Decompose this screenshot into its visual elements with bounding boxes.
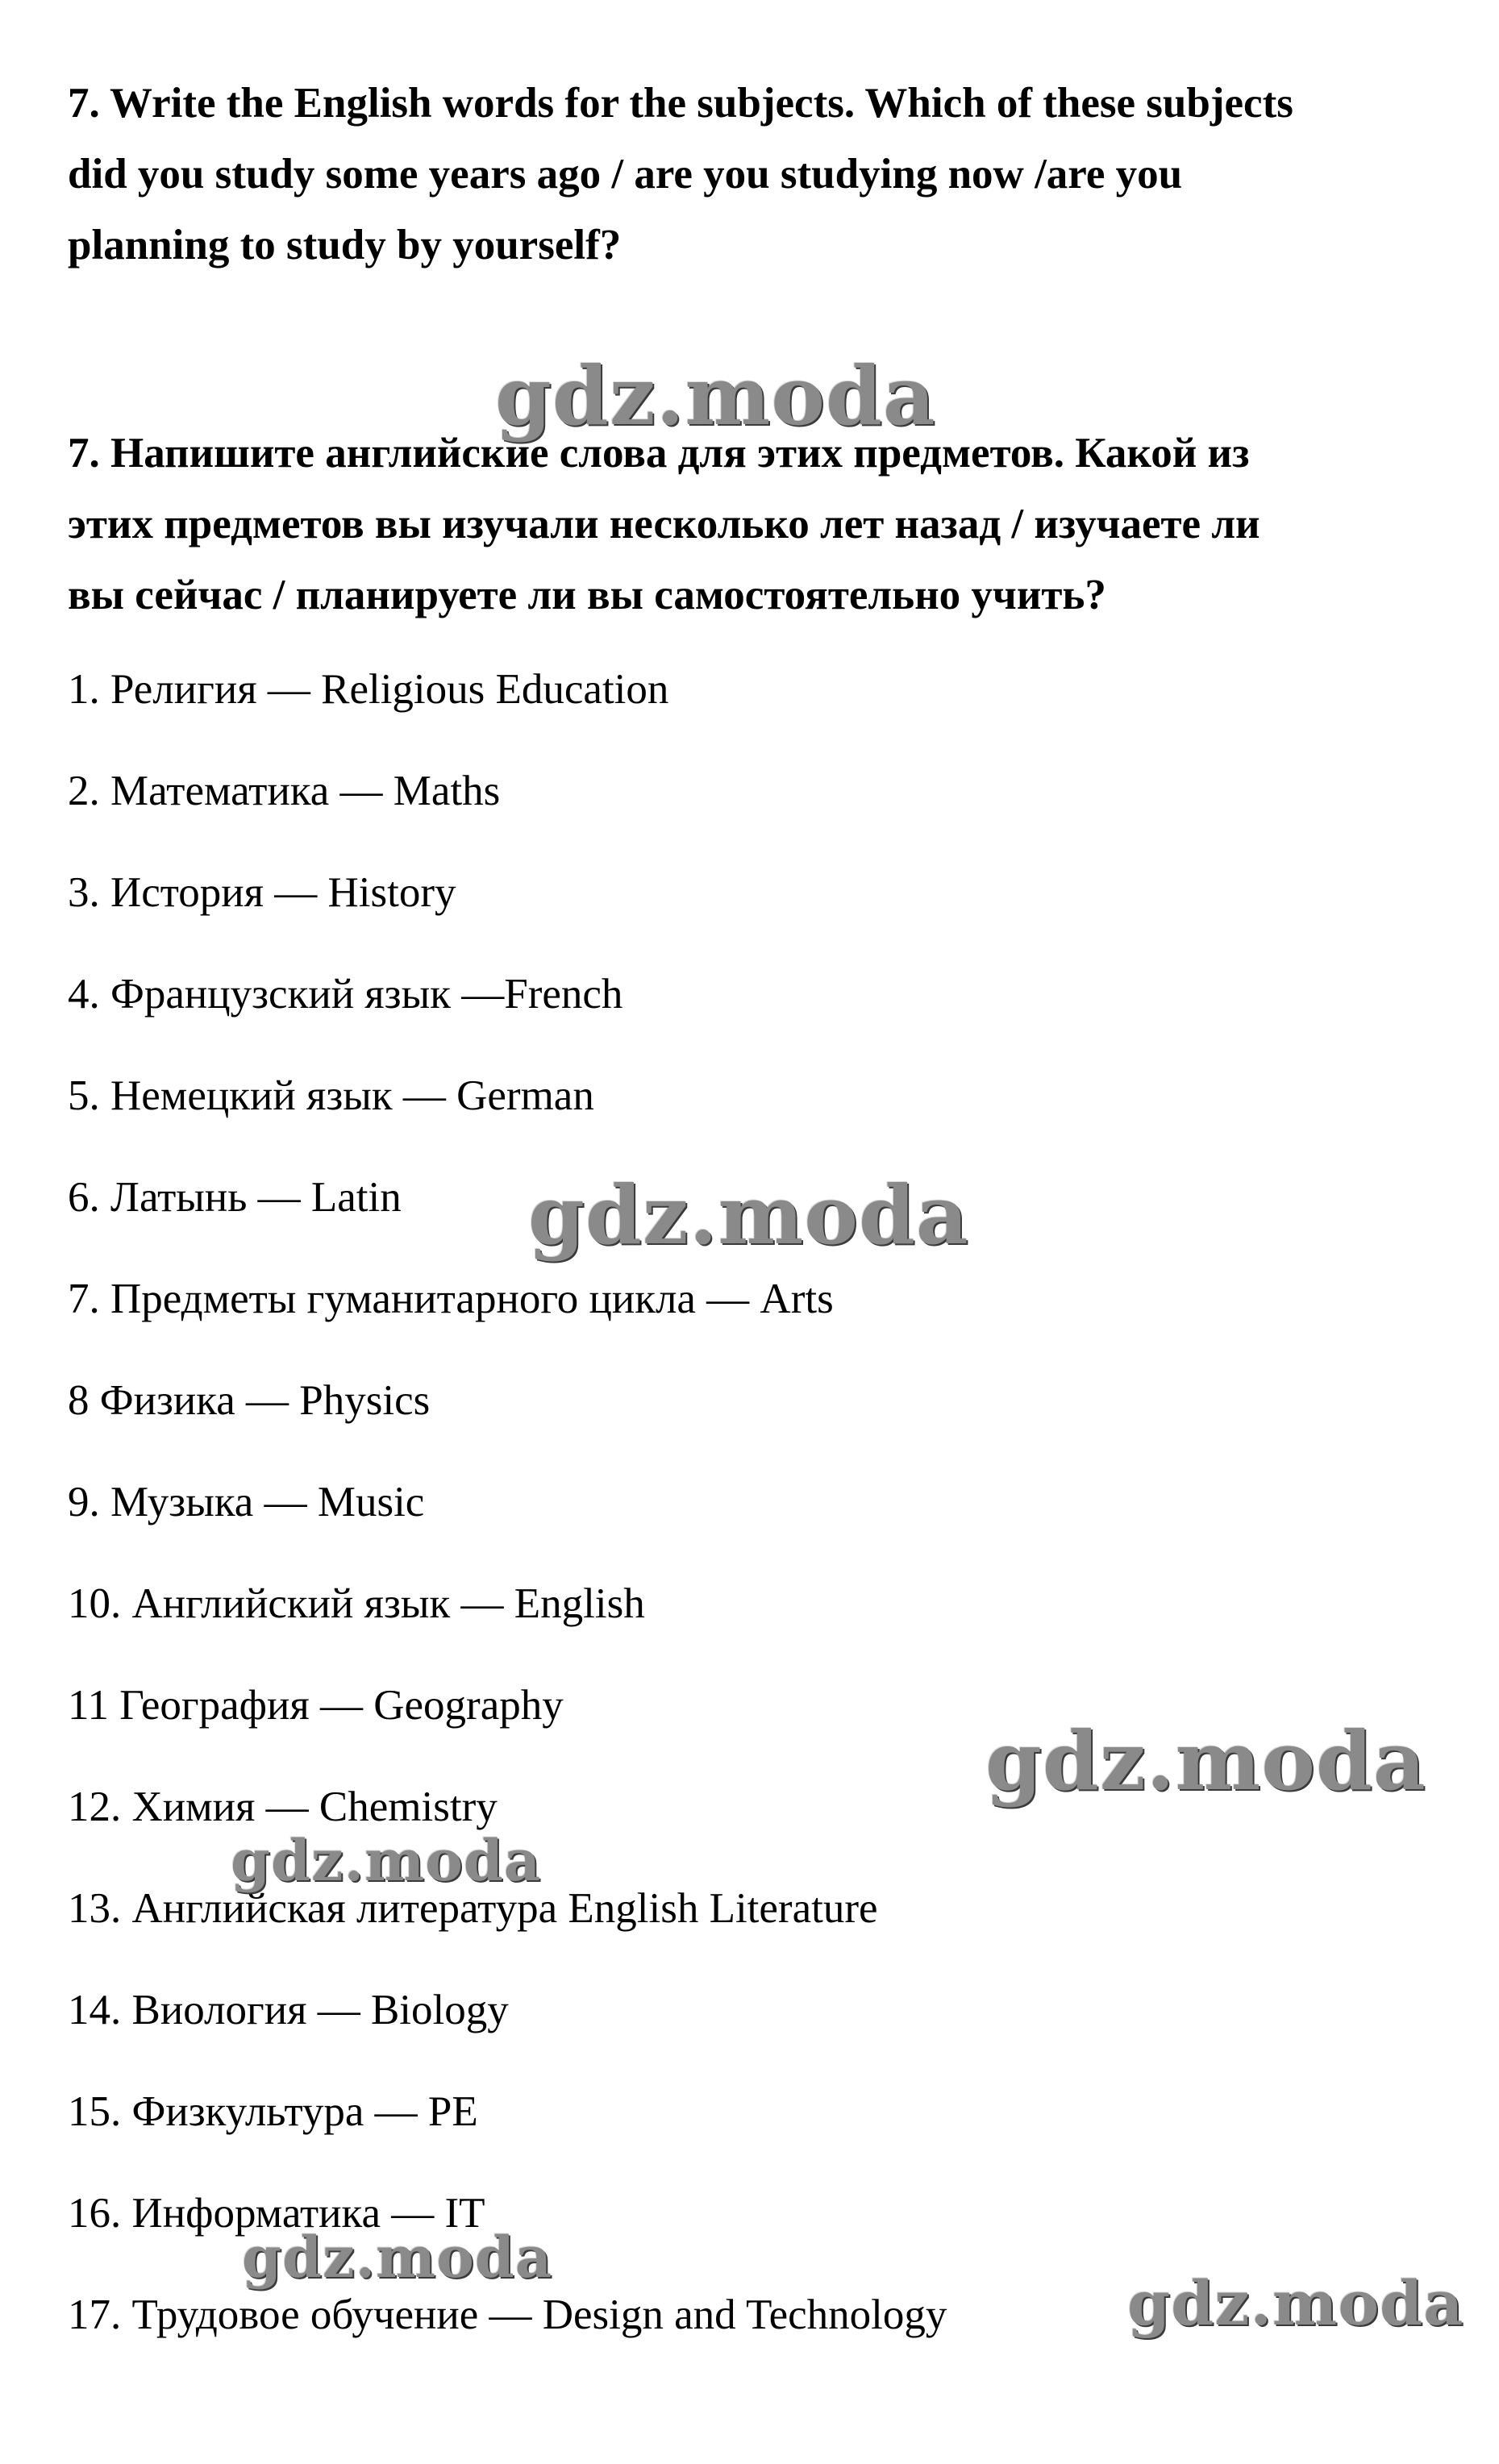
exercise-heading-english <box>68 68 1455 281</box>
answer-item: 2. Математика — Maths <box>68 768 501 814</box>
answer-item: 13. Английская литература English Literature <box>68 1885 878 1932</box>
answer-item: 3. История — History <box>68 869 456 916</box>
heading-line: did you study some years ago / are you studying now /are you <box>68 151 1183 198</box>
heading-line: planning to study by yourself? <box>68 222 622 268</box>
watermark: gdz.moda <box>528 1167 969 1263</box>
watermark: gdz.moda <box>495 348 936 443</box>
answer-item: 1. Религия — Religious Education <box>68 666 669 713</box>
answer-item: 14. Виология — Biology <box>68 1987 509 2033</box>
watermark: gdz.moda <box>231 1827 542 1894</box>
answer-item: 17. Трудовое обучение — Design and Technology <box>68 2291 947 2338</box>
watermark: gdz.moda <box>1127 2267 1464 2339</box>
answer-item: 11 География — Geography <box>68 1682 564 1729</box>
exercise-heading-russian <box>68 418 1455 631</box>
answer-item: 16. Информатика — IT <box>68 2190 485 2237</box>
heading-line: 7. Напишите английские слова для этих предметов. Какой из <box>68 430 1250 477</box>
answer-item: 4. Французский язык —French <box>68 971 623 1018</box>
watermark: gdz.moda <box>242 2224 553 2291</box>
answer-item: 15. Физкультура — PE <box>68 2088 478 2135</box>
watermark: gdz.moda <box>985 1713 1426 1808</box>
answer-item: 10. Английский язык — English <box>68 1580 645 1627</box>
heading-line: вы сейчас / планируете ли вы самостоятельно учить? <box>68 572 1106 618</box>
answer-item: 7. Предметы гуманитарного цикла — Arts <box>68 1276 834 1322</box>
answer-list <box>68 653 947 2380</box>
heading-line: этих предметов вы изучали несколько лет назад / изучаете ли <box>68 501 1260 547</box>
heading-line: 7. Write the English words for the subjects. Which of these subjects <box>68 80 1293 127</box>
answer-item: 9. Музыка — Music <box>68 1479 425 1525</box>
answer-item: 12. Химия — Chemistry <box>68 1783 498 1830</box>
answer-item: 6. Латынь — Latin <box>68 1174 402 1221</box>
answer-item: 8 Физика — Physics <box>68 1377 431 1424</box>
answer-item: 5. Немецкий язык — German <box>68 1072 594 1119</box>
